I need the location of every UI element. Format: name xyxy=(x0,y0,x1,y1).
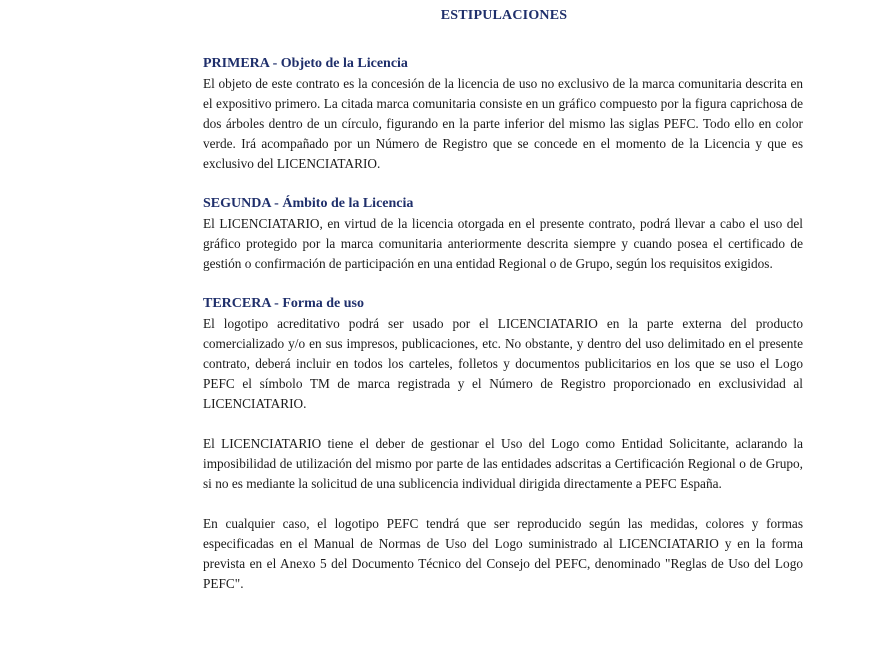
section-paragraph: En cualquier caso, el logotipo PEFC tendrá que ser reproducido según las medidas, colores y formas especificadas en el Manual de Normas de Uso del Logo suministrado al LICENCIATARIO y en la forma prevista en el Anexo 5 del Documento Técnico del Consejo del PEFC, denominado "Reglas de Uso del Logo PEFC". xyxy=(203,516,803,591)
spacer xyxy=(203,494,803,514)
page-title: ESTIPULACIONES xyxy=(440,8,568,23)
document-body xyxy=(203,54,803,594)
spacer xyxy=(203,274,803,294)
section-paragraph: El objeto de este contrato es la concesión de la licencia de uso no exclusivo de la marca comunitaria descrita en el expositivo primero. La citada marca comunitaria consiste en un gráfico compuesto por la figura caprichosa de dos árboles dentro de un círculo, figurando en la parte inferior del mismo las siglas PEFC. Todo ello en color verde. Irá acompañado por un Número de Registro que se concede en el momento de la Licencia y que es exclusivo del LICENCIATARIO. xyxy=(203,76,803,171)
section-heading: TERCERA - Forma de uso xyxy=(203,296,365,311)
section-paragraph: El logotipo acreditativo podrá ser usado por el LICENCIATARIO en la parte externa del producto comercializado y/o en sus impresos, publicaciones, etc. No obstante, y dentro del uso delimitado en el presente contrato, deberá incluir en todos los carteles, folletos y documentos publicitarios en los que se uso el Logo PEFC el símbolo TM de marca registrada y el Número de Registro proporcionado en exclusividad al LICENCIATARIO. xyxy=(203,316,803,411)
spacer xyxy=(203,414,803,434)
section-primera xyxy=(203,54,803,174)
spacer xyxy=(203,174,803,194)
section-segunda xyxy=(203,194,803,274)
section-paragraph: El LICENCIATARIO, en virtud de la licencia otorgada en el presente contrato, podrá llevar a cabo el uso del gráfico protegido por la marca comunitaria anteriormente descrita siempre y cuando posea el certificado de gestión o confirmación de participación en una entidad Regional o de Grupo, según los requisitos exigidos. xyxy=(203,216,803,271)
section-tercera xyxy=(203,294,803,594)
section-heading: PRIMERA - Objeto de la Licencia xyxy=(203,56,408,71)
section-paragraph: El LICENCIATARIO tiene el deber de gestionar el Uso del Logo como Entidad Solicitante, aclarando la imposibilidad de utilización del mismo por parte de las entidades adscritas a Certificación Regional o de Grupo, si no es mediante la solicitud de una sublicencia individual dirigida directamente a PEFC España. xyxy=(203,436,803,491)
section-heading: SEGUNDA - Ámbito de la Licencia xyxy=(203,196,414,211)
